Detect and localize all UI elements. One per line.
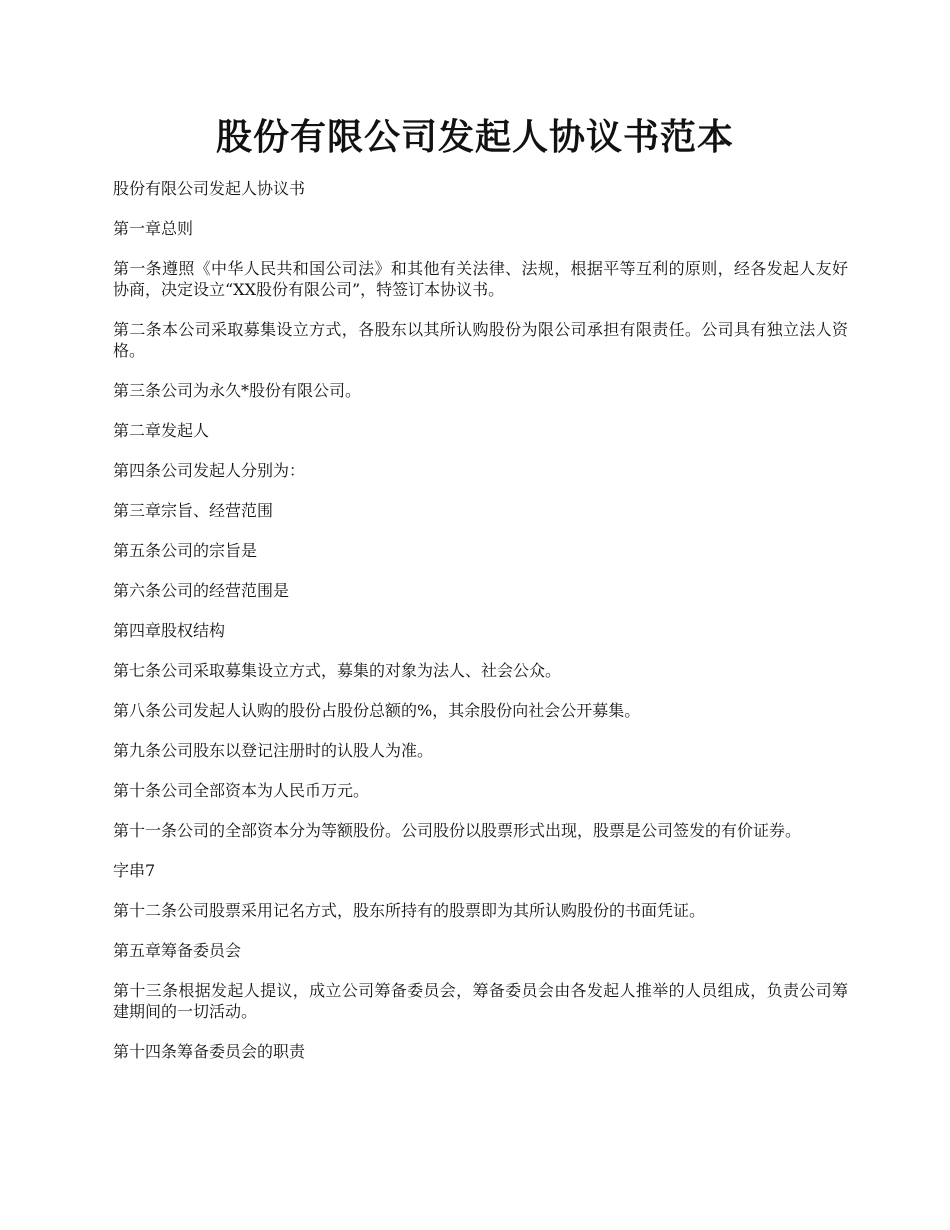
paragraph-doc-heading: 股份有限公司发起人协议书 <box>113 179 306 198</box>
paragraph-string-marker: 字串7 <box>113 861 156 880</box>
paragraph-article-4: 第四条公司发起人分别为： <box>113 461 306 480</box>
paragraph-chapter-4: 第四章股权结构 <box>113 621 226 640</box>
paragraph-chapter-3: 第三章宗旨、经营范围 <box>113 501 274 520</box>
paragraph-chapter-5: 第五章筹备委员会 <box>113 941 242 960</box>
paragraph-article-3: 第三条公司为永久*股份有限公司。 <box>113 381 362 400</box>
paragraph-article-9: 第九条公司股东以登记注册时的认股人为准。 <box>113 741 434 760</box>
paragraph-article-1: 第一条遵照《中华人民共和国公司法》和其他有关法律、法规，根据平等互利的原则，经各发起人友好协商，决定设立“XX股份有限公司”，特签订本协议书。 <box>113 259 848 299</box>
paragraph-article-12: 第十二条公司股票采用记名方式，股东所持有的股票即为其所认购股份的书面凭证。 <box>113 901 706 920</box>
paragraph-article-11: 第十一条公司的全部资本分为等额股份。公司股份以股票形式出现，股票是公司签发的有价证券。 <box>113 821 802 840</box>
paragraph-article-7: 第七条公司采取募集设立方式，募集的对象为法人、社会公众。 <box>113 661 562 680</box>
paragraph-article-13: 第十三条根据发起人提议，成立公司筹备委员会，筹备委员会由各发起人推举的人员组成，负责公司筹建期间的一切活动。 <box>113 981 848 1021</box>
paragraph-article-8: 第八条公司发起人认购的股份占股份总额的%，其余股份向社会公开募集。 <box>113 701 641 720</box>
paragraph-article-10: 第十条公司全部资本为人民币万元。 <box>113 781 370 800</box>
document-body <box>113 178 848 1081</box>
paragraph-article-14: 第十四条筹备委员会的职责 <box>113 1042 306 1061</box>
paragraph-article-5: 第五条公司的宗旨是 <box>113 541 258 560</box>
paragraph-article-2: 第二条本公司采取募集设立方式，各股东以其所认购股份为限公司承担有限责任。公司具有独立法人资格。 <box>113 320 848 360</box>
paragraph-chapter-2: 第二章发起人 <box>113 421 210 440</box>
paragraph-article-6: 第六条公司的经营范围是 <box>113 581 290 600</box>
paragraph-chapter-1: 第一章总则 <box>113 219 194 238</box>
document-title: 股份有限公司发起人协议书范本 <box>215 116 734 158</box>
